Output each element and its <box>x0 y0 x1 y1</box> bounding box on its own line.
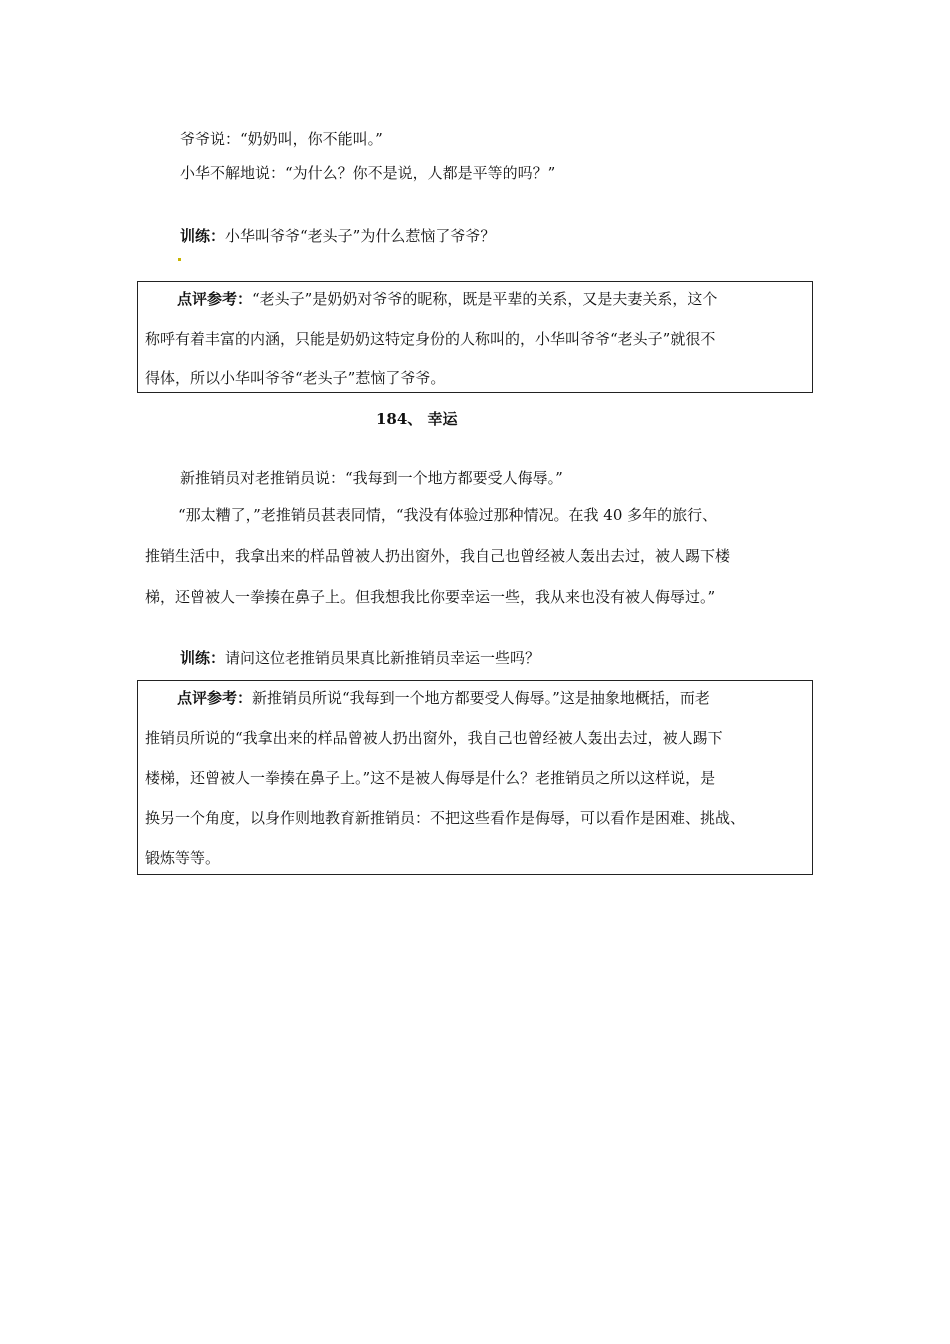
reference-2-line-5: 锻炼等等。 <box>145 849 221 867</box>
story1-line-2: 小华不解地说：“为什么？你不是说，人都是平等的吗？” <box>180 164 556 182</box>
reference-2-line-1: 点评参考：新推销员所说“我每到一个地方都要受人侮辱。”这是抽象地概括，而老 <box>177 689 710 707</box>
training-text: 请问这位老推销员果真比新推销员幸运一些吗？ <box>225 649 541 667</box>
reference-label: 点评参考： <box>177 290 253 308</box>
training-label: 训练： <box>180 227 226 245</box>
story2-line-4: 梯，还曾被人一拳揍在鼻子上。但我想我比你要幸运一些，我从来也没有被人侮辱过。” <box>145 588 716 606</box>
reference-1-line-2: 称呼有着丰富的内涵，只能是奶奶这特定身份的人称叫的，小华叫爷爷“老头子”就很不 <box>145 330 716 348</box>
reference-1-line-3: 得体，所以小华叫爷爷“老头子”惹恼了爷爷。 <box>145 369 446 387</box>
section-title: 184、 幸运 <box>376 410 458 428</box>
story2-line-3: 推销生活中，我拿出来的样品曾被人扔出窗外，我自己也曾经被人轰出去过，被人踢下楼 <box>145 547 731 565</box>
story2-line-1: 新推销员对老推销员说：“我每到一个地方都要受人侮辱。” <box>180 469 563 487</box>
reference-2-line-3: 楼梯，还曾被人一拳揍在鼻子上。”这不是被人侮辱是什么？老推销员之所以这样说，是 <box>145 769 716 787</box>
story2-training <box>180 648 540 668</box>
training-text: 小华叫爷爷“老头子”为什么惹恼了爷爷？ <box>225 227 496 245</box>
story2-line-2: “那太糟了，”老推销员甚表同情，“我没有体验过那种情况。在我 40 多年的旅行、 <box>178 506 718 524</box>
reference-2-line-4: 换另一个角度，以身作则地教育新推销员：不把这些看作是侮辱，可以看作是困难、挑战、 <box>145 809 746 827</box>
training-label: 训练： <box>180 649 226 667</box>
reference-label: 点评参考： <box>177 689 253 707</box>
marker-dot <box>178 258 181 261</box>
story1-training <box>180 226 495 246</box>
story1-line-1: 爷爷说：“奶奶叫，你不能叫。” <box>180 130 383 148</box>
reference-2-line-2: 推销员所说的“我拿出来的样品曾被人扔出窗外，我自己也曾经被人轰出去过，被人踢下 <box>145 729 723 747</box>
reference-1-line-1: 点评参考：“老头子”是奶奶对爷爷的昵称，既是平辈的关系，又是夫妻关系，这个 <box>177 290 718 308</box>
